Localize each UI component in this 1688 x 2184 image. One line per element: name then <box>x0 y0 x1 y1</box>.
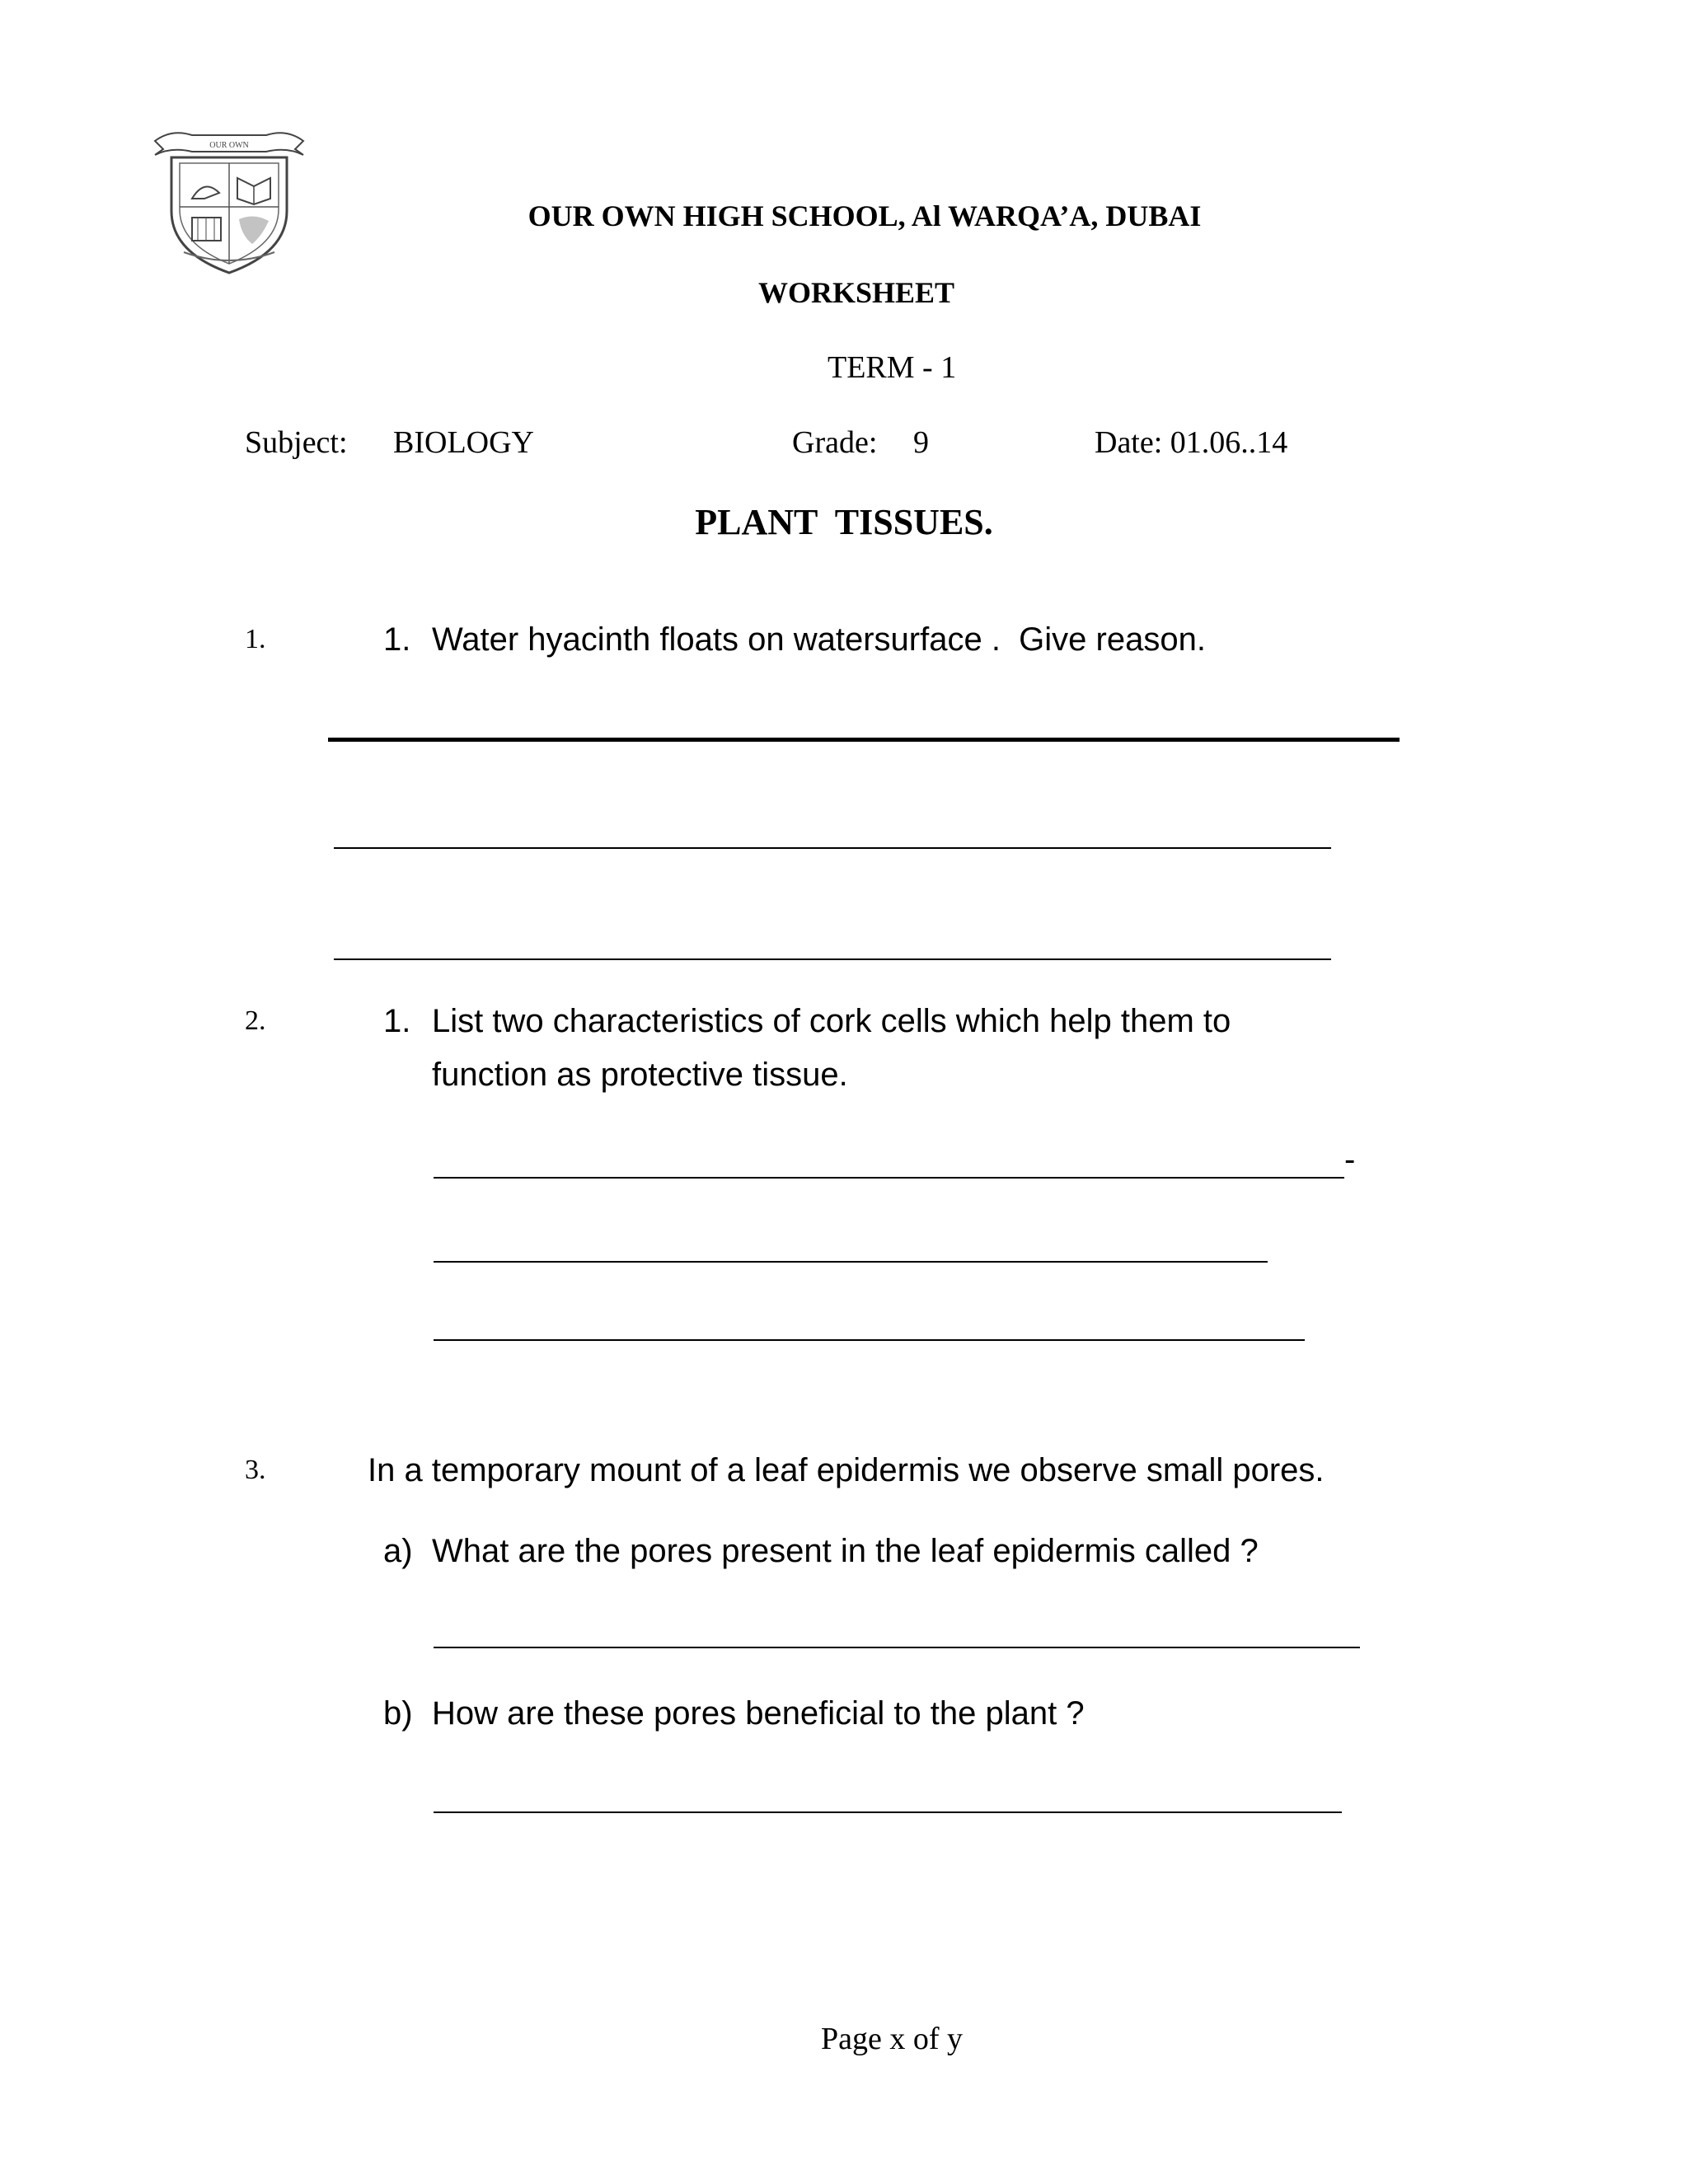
subject-label: Subject: <box>245 425 348 460</box>
svg-text:OUR OWN: OUR OWN <box>209 141 249 150</box>
page-number: Page x of y <box>821 2022 964 2056</box>
question-2-marker: 1. <box>383 1003 411 1039</box>
answer-line-q1-1[interactable] <box>328 738 1400 742</box>
answer-line-q1-3[interactable] <box>334 958 1331 960</box>
answer-line-q2-3[interactable] <box>434 1339 1305 1341</box>
answer-line-q1-2[interactable] <box>334 847 1331 849</box>
term-label: TERM - 1 <box>828 350 957 385</box>
question-1-text: Water hyacinth floats on watersurface . Give reason. <box>432 621 1206 658</box>
question-3a-text: What are the pores present in the leaf epidermis called ? <box>432 1533 1259 1569</box>
grade-label: Grade: <box>792 425 878 460</box>
question-3b-text: How are these pores beneficial to the plant ? <box>432 1695 1085 1732</box>
question-2-number: 2. <box>245 1005 266 1036</box>
answer-line-q2-2[interactable] <box>434 1261 1268 1263</box>
worksheet-label: WORKSHEET <box>757 276 955 309</box>
question-3b-marker: b) <box>383 1695 413 1732</box>
question-3a-marker: a) <box>383 1533 413 1569</box>
date-text: Date: 01.06..14 <box>1095 425 1288 460</box>
page-title: PLANT TISSUES. <box>695 502 993 542</box>
school-name: OUR OWN HIGH SCHOOL, Al WARQA’A, DUBAI <box>528 199 1202 232</box>
subject-value: BIOLOGY <box>393 425 534 460</box>
question-3-number: 3. <box>245 1455 266 1485</box>
question-3-text: In a temporary mount of a leaf epidermis we observe small pores. <box>368 1452 1325 1488</box>
answer-line-q2-1-dash: - <box>1344 1141 1356 1178</box>
grade-value: 9 <box>913 425 929 460</box>
question-1-marker: 1. <box>383 621 411 658</box>
question-2-text-line2: function as protective tissue. <box>432 1057 848 1093</box>
answer-line-q2-1[interactable] <box>434 1177 1344 1179</box>
answer-line-q3b[interactable] <box>434 1811 1342 1813</box>
question-1-number: 1. <box>245 624 266 654</box>
question-2-text-line1: List two characteristics of cork cells which help them to <box>432 1003 1231 1039</box>
answer-line-q3a[interactable] <box>434 1647 1360 1648</box>
